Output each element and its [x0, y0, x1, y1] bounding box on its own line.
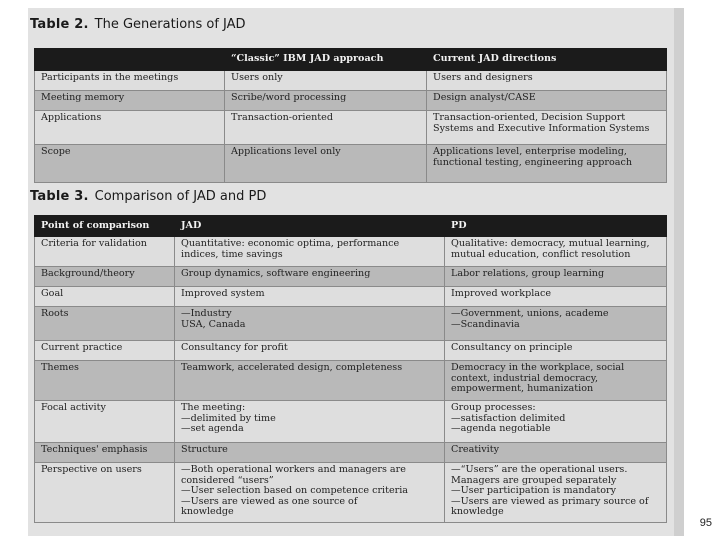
- cell-line: Scribe/word processing: [231, 92, 347, 103]
- cell-line: USA, Canada: [181, 318, 246, 330]
- cell-line: Improved system: [181, 288, 265, 299]
- table2-header-current: Current JAD directions: [427, 49, 667, 71]
- row-label: Applications: [35, 111, 225, 145]
- jad-cell: [175, 237, 445, 267]
- cell-line: —set agenda: [181, 423, 244, 434]
- table-row: [35, 71, 667, 91]
- row-label: Roots: [35, 307, 175, 341]
- pd-cell: [445, 443, 667, 463]
- table-row: [35, 361, 667, 401]
- cell-line: —satisfaction delimited: [451, 412, 566, 424]
- cell-line: —agenda negotiable: [451, 423, 551, 434]
- scanned-page: [28, 8, 684, 536]
- cell-line: Transaction-oriented: [231, 112, 333, 123]
- cell-line: Group dynamics, software engineering: [181, 268, 371, 279]
- row-label: Background/theory: [35, 267, 175, 287]
- cell-line: Improved workplace: [451, 288, 552, 299]
- cell-line: knowledge: [181, 506, 234, 517]
- cell-line: Consultancy for profit: [181, 342, 288, 353]
- cell-line: Systems and Executive Information Systems: [433, 122, 650, 134]
- current-cell: [427, 71, 667, 91]
- table-row: [35, 443, 667, 463]
- table2-header-blank: [35, 49, 225, 71]
- current-cell: [427, 145, 667, 183]
- table-row: [35, 267, 667, 287]
- cell-line: knowledge: [451, 506, 504, 517]
- table2-caption: [30, 17, 246, 32]
- cell-line: Structure: [181, 444, 228, 455]
- pd-cell: [445, 361, 667, 401]
- table3-caption-title: Comparison of JAD and PD: [94, 189, 267, 204]
- classic-cell: [225, 71, 427, 91]
- page-number: 95: [699, 517, 712, 529]
- cell-line: —Users are viewed as primary source of: [451, 495, 649, 507]
- jad-cell: [175, 267, 445, 287]
- pd-cell: [445, 287, 667, 307]
- row-label: Themes: [35, 361, 175, 401]
- jad-cell: [175, 401, 445, 443]
- table-row: [35, 111, 667, 145]
- table3-header-pd: PD: [445, 216, 667, 237]
- cell-line: Consultancy on principle: [451, 342, 573, 353]
- cell-line: functional testing, engineering approach: [433, 156, 633, 168]
- table3-header-jad: JAD: [175, 216, 445, 237]
- table2-caption-label: Table 2.: [30, 17, 89, 32]
- current-cell: [427, 91, 667, 111]
- cell-line: —Industry: [181, 308, 232, 319]
- cell-line: Design analyst/CASE: [433, 92, 536, 103]
- table3: [34, 215, 667, 523]
- table3-header-point: Point of comparison: [35, 216, 175, 237]
- cell-line: Quantitative: economic optima, performance: [181, 238, 400, 249]
- jad-cell: [175, 341, 445, 361]
- cell-line: —Scandinavia: [451, 318, 520, 330]
- row-label: Current practice: [35, 341, 175, 361]
- row-label: Focal activity: [35, 401, 175, 443]
- row-label: Perspective on users: [35, 463, 175, 523]
- cell-line: empowerment, humanization: [451, 383, 594, 394]
- table-row: [35, 307, 667, 341]
- scan-edge-shadow: [674, 8, 684, 536]
- classic-cell: [225, 145, 427, 183]
- cell-line: The meeting:: [181, 402, 246, 413]
- cell-line: —User participation is mandatory: [451, 485, 617, 496]
- cell-line: Users only: [231, 72, 283, 83]
- cell-line: Teamwork, accelerated design, completeness: [181, 362, 403, 373]
- jad-cell: [175, 361, 445, 401]
- cell-line: Transaction-oriented, Decision Support: [433, 112, 626, 123]
- jad-cell: [175, 287, 445, 307]
- cell-line: Democracy in the workplace, social: [451, 362, 625, 373]
- table-row: [35, 463, 667, 523]
- pd-cell: [445, 267, 667, 287]
- cell-line: Users and designers: [433, 72, 533, 83]
- cell-line: Managers are grouped separately: [451, 474, 617, 486]
- pd-cell: [445, 401, 667, 443]
- cell-line: Applications level, enterprise modeling,: [433, 146, 627, 157]
- table-row: [35, 237, 667, 267]
- cell-line: context, industrial democracy,: [451, 372, 599, 384]
- table2-header-row: [35, 49, 667, 71]
- pd-cell: [445, 341, 667, 361]
- cell-line: —User selection based on competence criteria: [181, 485, 409, 496]
- jad-cell: [175, 463, 445, 523]
- pd-cell: [445, 307, 667, 341]
- jad-cell: [175, 307, 445, 341]
- current-cell: [427, 111, 667, 145]
- table-row: [35, 341, 667, 361]
- cell-line: Applications level only: [231, 146, 341, 157]
- table2-caption-title: The Generations of JAD: [94, 17, 246, 32]
- pd-cell: [445, 463, 667, 523]
- cell-line: Group processes:: [451, 402, 536, 413]
- cell-line: Qualitative: democracy, mutual learning,: [451, 238, 650, 249]
- row-label: Scope: [35, 145, 225, 183]
- table2-header-classic: “Classic” IBM JAD approach: [225, 49, 427, 71]
- row-label: Techniques' emphasis: [35, 443, 175, 463]
- cell-line: —Government, unions, academe: [451, 308, 609, 319]
- cell-line: Creativity: [451, 444, 500, 455]
- row-label: Criteria for validation: [35, 237, 175, 267]
- table-row: [35, 287, 667, 307]
- cell-line: —delimited by time: [181, 412, 276, 424]
- table-row: [35, 91, 667, 111]
- table-row: [35, 401, 667, 443]
- table3-caption-label: Table 3.: [30, 189, 89, 204]
- table-row: [35, 145, 667, 183]
- cell-line: indices, time savings: [181, 248, 283, 260]
- pd-cell: [445, 237, 667, 267]
- table3-header-row: [35, 216, 667, 237]
- cell-line: —Users are viewed as one source of: [181, 495, 358, 507]
- cell-line: Labor relations, group learning: [451, 268, 605, 279]
- table3-caption: [30, 189, 266, 204]
- table2: [34, 48, 667, 183]
- row-label: Meeting memory: [35, 91, 225, 111]
- cell-line: —Both operational workers and managers are: [181, 464, 406, 475]
- row-label: Participants in the meetings: [35, 71, 225, 91]
- cell-line: —“Users” are the operational users.: [451, 464, 628, 475]
- row-label: Goal: [35, 287, 175, 307]
- cell-line: considered “users”: [181, 474, 274, 486]
- classic-cell: [225, 91, 427, 111]
- classic-cell: [225, 111, 427, 145]
- cell-line: mutual education, conflict resolution: [451, 248, 631, 260]
- jad-cell: [175, 443, 445, 463]
